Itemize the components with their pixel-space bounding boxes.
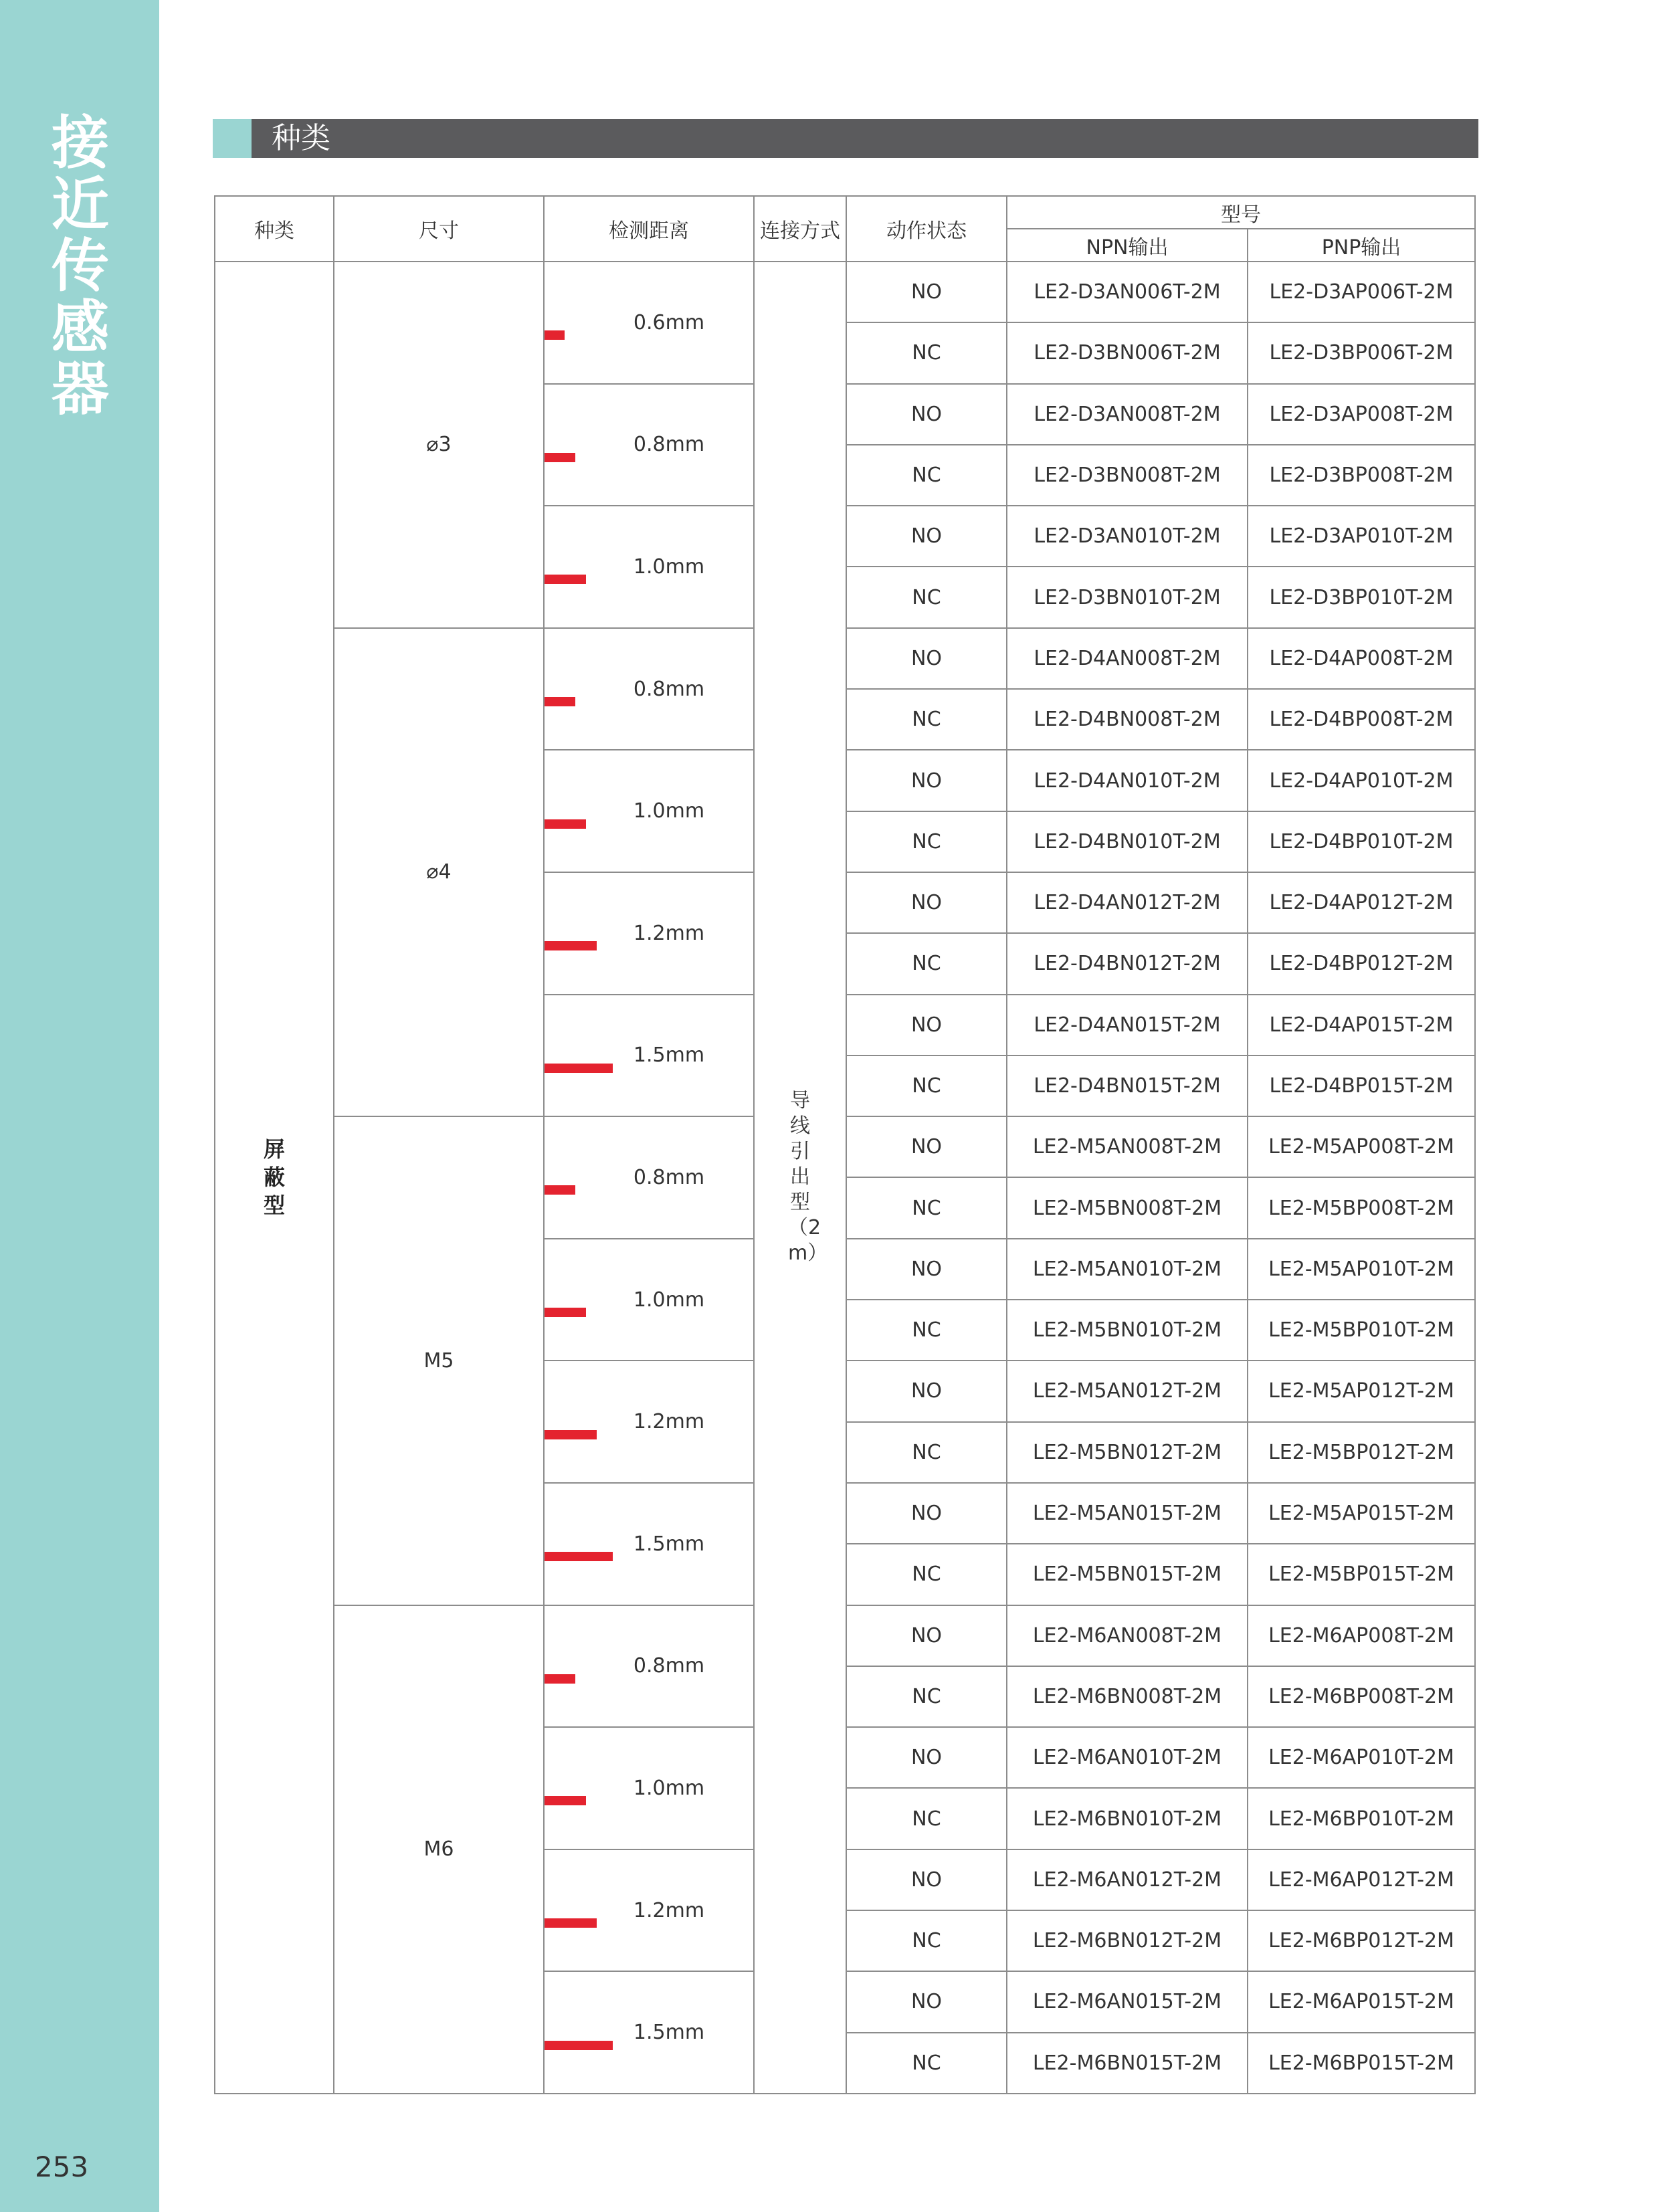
pnp-model-cell: LE2-M5AP012T-2M — [1248, 1361, 1475, 1421]
distance-cell — [544, 1239, 754, 1361]
action-cell: NC — [846, 1300, 1007, 1361]
action-cell: NO — [846, 1361, 1007, 1421]
sidebar — [0, 0, 159, 2212]
npn-model-cell: LE2-D4BN008T-2M — [1007, 689, 1248, 750]
npn-model-cell: LE2-D4BN015T-2M — [1007, 1055, 1248, 1116]
pnp-model-cell: LE2-D4AP012T-2M — [1248, 872, 1475, 933]
distance-label: 0.8mm — [633, 433, 705, 457]
section-accent — [213, 119, 252, 158]
pnp-model-cell: LE2-M6AP010T-2M — [1248, 1727, 1475, 1788]
npn-model-cell: LE2-M6BN015T-2M — [1007, 2033, 1248, 2094]
action-cell: NC — [846, 1544, 1007, 1605]
pnp-model-cell: LE2-M5BP015T-2M — [1248, 1544, 1475, 1605]
pnp-model-cell: LE2-M6BP012T-2M — [1248, 1910, 1475, 1971]
size-cell: ⌀4 — [334, 628, 544, 1116]
distance-bar — [545, 1918, 597, 1928]
pnp-model-cell: LE2-M6AP012T-2M — [1248, 1849, 1475, 1910]
distance-bar — [545, 330, 565, 340]
action-cell: NO — [846, 1971, 1007, 2032]
pnp-model-cell: LE2-M5BP012T-2M — [1248, 1422, 1475, 1483]
distance-cell — [544, 1483, 754, 1605]
pnp-model-cell: LE2-D4BP015T-2M — [1248, 1055, 1475, 1116]
npn-model-cell: LE2-M5AN008T-2M — [1007, 1116, 1248, 1177]
pnp-model-cell: LE2-D3AP010T-2M — [1248, 506, 1475, 567]
action-cell: NO — [846, 1116, 1007, 1177]
npn-model-cell: LE2-M5BN015T-2M — [1007, 1544, 1248, 1605]
action-cell: NO — [846, 506, 1007, 567]
distance-cell — [544, 1849, 754, 1972]
npn-model-cell: LE2-M5BN012T-2M — [1007, 1422, 1248, 1483]
pnp-model-cell: LE2-M5AP008T-2M — [1248, 1116, 1475, 1177]
action-cell: NC — [846, 1055, 1007, 1116]
distance-label: 1.0mm — [633, 555, 705, 579]
distance-bar — [545, 575, 586, 584]
npn-model-cell: LE2-M5BN010T-2M — [1007, 1300, 1248, 1361]
action-cell: NC — [846, 689, 1007, 750]
pnp-model-cell: LE2-D3BP006T-2M — [1248, 322, 1475, 383]
distance-label: 0.8mm — [633, 677, 705, 701]
action-cell: NC — [846, 1177, 1007, 1238]
distance-bar — [545, 1064, 613, 1073]
pnp-model-cell: LE2-M6BP008T-2M — [1248, 1666, 1475, 1727]
header-npn: NPN输出 — [1007, 229, 1248, 262]
pnp-model-cell: LE2-D3BP008T-2M — [1248, 445, 1475, 506]
npn-model-cell: LE2-D3BN008T-2M — [1007, 445, 1248, 506]
header-model: 型号 — [1007, 196, 1475, 229]
connection-value: 导线引出型（2m） — [788, 1089, 828, 1266]
distance-bar — [545, 2041, 613, 2050]
npn-model-cell: LE2-M6AN015T-2M — [1007, 1971, 1248, 2032]
action-cell: NC — [846, 1422, 1007, 1483]
action-cell: NC — [846, 445, 1007, 506]
npn-model-cell: LE2-M5AN015T-2M — [1007, 1483, 1248, 1544]
distance-label: 1.5mm — [633, 1532, 705, 1556]
header-action: 动作状态 — [846, 196, 1007, 262]
distance-cell — [544, 1116, 754, 1239]
action-cell: NO — [846, 1605, 1007, 1666]
distance-bar — [545, 1552, 613, 1561]
header-pnp: PNP输出 — [1248, 229, 1475, 262]
npn-model-cell: LE2-D4BN010T-2M — [1007, 811, 1248, 872]
npn-model-cell: LE2-D3BN006T-2M — [1007, 322, 1248, 383]
action-cell: NO — [846, 628, 1007, 689]
distance-bar — [545, 1430, 597, 1439]
npn-model-cell: LE2-M6BN010T-2M — [1007, 1788, 1248, 1849]
distance-bar — [545, 453, 575, 462]
distance-cell — [544, 1605, 754, 1728]
npn-model-cell: LE2-D4BN012T-2M — [1007, 933, 1248, 994]
distance-label: 1.2mm — [633, 1410, 705, 1434]
action-cell: NC — [846, 2033, 1007, 2094]
npn-model-cell: LE2-D3AN006T-2M — [1007, 262, 1248, 322]
action-cell: NC — [846, 1788, 1007, 1849]
action-cell: NO — [846, 1727, 1007, 1788]
distance-label: 0.8mm — [633, 1165, 705, 1189]
distance-label: 1.5mm — [633, 1043, 705, 1068]
distance-label: 1.0mm — [633, 1776, 705, 1800]
table-row — [215, 262, 1475, 322]
pnp-model-cell: LE2-D3AP006T-2M — [1248, 262, 1475, 322]
pnp-model-cell: LE2-D4BP010T-2M — [1248, 811, 1475, 872]
distance-bar — [545, 1308, 586, 1317]
npn-model-cell: LE2-D4AN015T-2M — [1007, 995, 1248, 1055]
npn-model-cell: LE2-M6AN010T-2M — [1007, 1727, 1248, 1788]
distance-bar — [545, 1185, 575, 1195]
action-cell: NC — [846, 322, 1007, 383]
distance-bar — [545, 697, 575, 706]
action-cell: NO — [846, 1239, 1007, 1300]
distance-cell — [544, 1727, 754, 1849]
size-cell: M6 — [334, 1605, 544, 2094]
npn-model-cell: LE2-M6AN012T-2M — [1007, 1849, 1248, 1910]
action-cell: NC — [846, 1666, 1007, 1727]
distance-bar — [545, 1796, 586, 1805]
action-cell: NO — [846, 750, 1007, 811]
npn-model-cell: LE2-D3AN010T-2M — [1007, 506, 1248, 567]
pnp-model-cell: LE2-M5AP015T-2M — [1248, 1483, 1475, 1544]
distance-cell — [544, 750, 754, 872]
distance-label: 1.0mm — [633, 1288, 705, 1312]
pnp-model-cell: LE2-M6BP015T-2M — [1248, 2033, 1475, 2094]
action-cell: NC — [846, 811, 1007, 872]
pnp-model-cell: LE2-D4AP010T-2M — [1248, 750, 1475, 811]
header-type: 种类 — [215, 196, 334, 262]
action-cell: NO — [846, 995, 1007, 1055]
action-cell: NO — [846, 384, 1007, 445]
npn-model-cell: LE2-D3BN010T-2M — [1007, 567, 1248, 627]
product-table — [214, 195, 1476, 2094]
distance-cell — [544, 628, 754, 750]
pnp-model-cell: LE2-M6BP010T-2M — [1248, 1788, 1475, 1849]
pnp-model-cell: LE2-D3BP010T-2M — [1248, 567, 1475, 627]
section-header-bar — [213, 119, 1478, 158]
npn-model-cell: LE2-M5BN008T-2M — [1007, 1177, 1248, 1238]
section-title: 种类 — [272, 121, 330, 155]
distance-label: 1.2mm — [633, 1898, 705, 1922]
distance-label: 1.0mm — [633, 799, 705, 823]
action-cell: NO — [846, 1483, 1007, 1544]
pnp-model-cell: LE2-D3AP008T-2M — [1248, 384, 1475, 445]
pnp-model-cell: LE2-D4BP008T-2M — [1248, 689, 1475, 750]
page-number: 253 — [35, 2150, 89, 2183]
action-cell: NC — [846, 567, 1007, 627]
pnp-model-cell: LE2-D4AP015T-2M — [1248, 995, 1475, 1055]
npn-model-cell: LE2-D4AN008T-2M — [1007, 628, 1248, 689]
npn-model-cell: LE2-M5AN012T-2M — [1007, 1361, 1248, 1421]
distance-bar — [545, 1674, 575, 1684]
distance-bar — [545, 819, 586, 829]
pnp-model-cell: LE2-D4AP008T-2M — [1248, 628, 1475, 689]
action-cell: NC — [846, 1910, 1007, 1971]
npn-model-cell: LE2-M6BN008T-2M — [1007, 1666, 1248, 1727]
npn-model-cell: LE2-M5AN010T-2M — [1007, 1239, 1248, 1300]
npn-model-cell: LE2-D4AN012T-2M — [1007, 872, 1248, 933]
npn-model-cell: LE2-M6BN012T-2M — [1007, 1910, 1248, 1971]
pnp-model-cell: LE2-D4BP012T-2M — [1248, 933, 1475, 994]
pnp-model-cell: LE2-M5AP010T-2M — [1248, 1239, 1475, 1300]
distance-cell — [544, 384, 754, 506]
header-connection: 连接方式 — [754, 196, 846, 262]
distance-label: 0.6mm — [633, 310, 705, 334]
distance-bar — [545, 941, 597, 950]
header-distance: 检测距离 — [544, 196, 754, 262]
table-body — [215, 262, 1475, 2094]
pnp-model-cell: LE2-M5BP008T-2M — [1248, 1177, 1475, 1238]
action-cell: NO — [846, 262, 1007, 322]
distance-label: 1.5mm — [633, 2021, 705, 2045]
distance-cell — [544, 1361, 754, 1483]
distance-cell — [544, 872, 754, 995]
npn-model-cell: LE2-M6AN008T-2M — [1007, 1605, 1248, 1666]
connection-cell — [754, 262, 846, 2094]
distance-cell — [544, 506, 754, 628]
action-cell: NC — [846, 933, 1007, 994]
size-cell: M5 — [334, 1116, 544, 1605]
type-value: 屏蔽型 — [263, 1136, 285, 1219]
distance-cell — [544, 262, 754, 384]
distance-label: 1.2mm — [633, 921, 705, 945]
pnp-model-cell: LE2-M6AP008T-2M — [1248, 1605, 1475, 1666]
size-cell: ⌀3 — [334, 262, 544, 628]
npn-model-cell: LE2-D4AN010T-2M — [1007, 750, 1248, 811]
pnp-model-cell: LE2-M6AP015T-2M — [1248, 1971, 1475, 2032]
sidebar-title: 接近传感器 — [52, 110, 109, 423]
header-size: 尺寸 — [334, 196, 544, 262]
pnp-model-cell: LE2-M5BP010T-2M — [1248, 1300, 1475, 1361]
action-cell: NO — [846, 872, 1007, 933]
distance-cell — [544, 1971, 754, 2094]
distance-cell — [544, 995, 754, 1117]
type-cell — [215, 262, 334, 2094]
action-cell: NO — [846, 1849, 1007, 1910]
distance-label: 0.8mm — [633, 1654, 705, 1678]
npn-model-cell: LE2-D3AN008T-2M — [1007, 384, 1248, 445]
